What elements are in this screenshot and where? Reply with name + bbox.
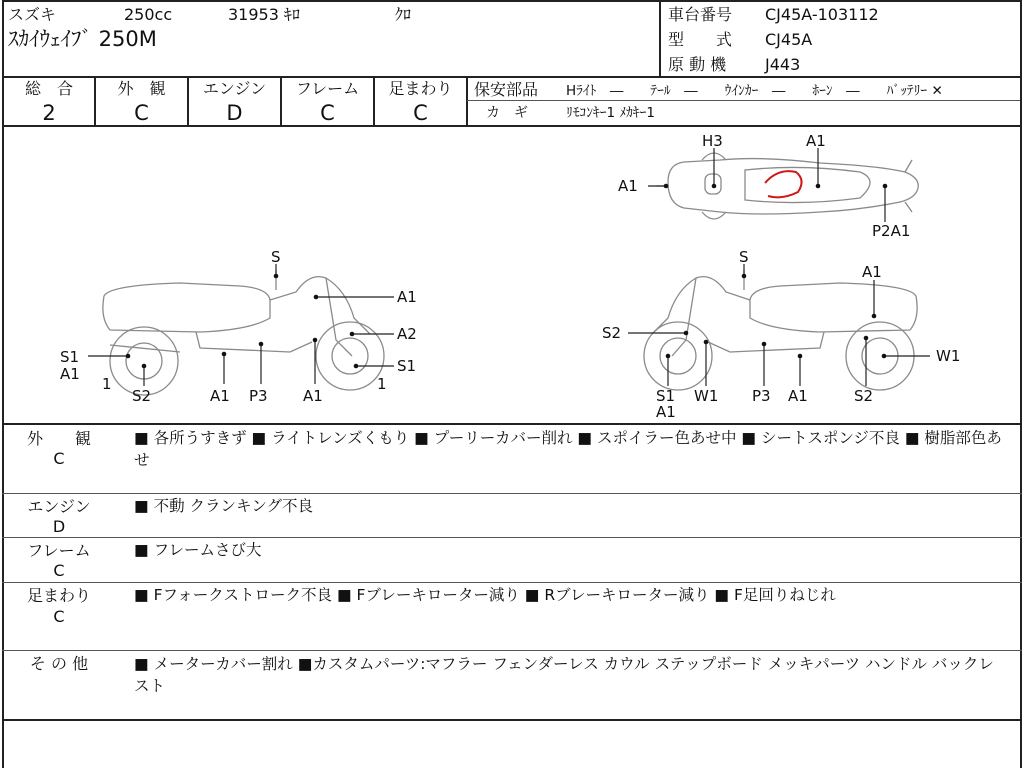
right-side-scooter <box>644 270 917 390</box>
type-label: 型 式 <box>668 30 733 49</box>
right-label-a1-floor: A1 <box>788 387 808 405</box>
remark-other-label: そ の 他 <box>29 654 89 673</box>
top-label-h3: A1 <box>806 132 826 150</box>
right-label-p3: P3 <box>752 387 771 405</box>
remark-divider-3 <box>2 582 1022 583</box>
remark-exterior-label: 外 観 <box>26 429 91 448</box>
top-label-a1-front: A1 <box>618 177 638 195</box>
remark-frame-text: ■ フレームさび大 <box>134 541 262 559</box>
left-label-a1-floor: A1 <box>210 387 230 405</box>
remark-divider-1 <box>2 493 1022 494</box>
divider-bottom <box>2 719 1022 721</box>
grade-divider-5 <box>466 76 468 126</box>
key-label: カ ギ <box>486 105 528 121</box>
right-label-w1-front: W1 <box>694 387 719 405</box>
safety-label: 保安部品 <box>474 80 539 99</box>
damage-diagram <box>0 127 1024 423</box>
grade-frame-label: フレーム <box>295 79 360 98</box>
engine-label: 原 動 機 <box>668 55 727 74</box>
left-label-a1-cowl: A1 <box>397 288 417 306</box>
right-label-a1-body: A1 <box>862 263 882 281</box>
left-label-1-front: 1 <box>377 375 387 393</box>
left-label-s-mirror: S <box>271 248 281 266</box>
remark-exterior-text: ■ 各所うすきず ■ ライトレンズくもり ■ プーリーカバー削れ ■ スポイラー色あせ中 ■ シートスポンジ不良 ■ 樹脂部色あせ <box>134 429 1002 469</box>
left-label-s1-rear: S1 <box>60 348 80 366</box>
left-label-1-rear: 1 <box>102 375 112 393</box>
engine-value: J443 <box>765 55 801 74</box>
right-label-w1-rear: W1 <box>936 347 961 365</box>
remark-divider-4 <box>2 650 1022 651</box>
mileage: 31953 ｷﾛ <box>228 5 300 24</box>
remark-other-text: ■ メーターカバー割れ ■カスタムパーツ:マフラー フェンダーレス カウル ステップボード メッキパーツ ハンドル バックレスト <box>134 655 994 695</box>
remark-divider-2 <box>2 537 1022 538</box>
displacement: 250cc <box>124 5 173 24</box>
right-label-s1-front: S1 <box>656 387 676 405</box>
right-label-s2-rear: S2 <box>854 387 874 405</box>
frame-top <box>2 0 1022 2</box>
divider-header <box>2 76 1022 78</box>
grade-engine-label: エンジン <box>202 79 267 98</box>
left-label-s2: S2 <box>132 387 152 405</box>
divider-diagram <box>2 423 1022 425</box>
left-label-a2: A2 <box>397 325 417 343</box>
remark-exterior-grade: C <box>53 449 65 468</box>
grade-exterior-label: 外 観 <box>117 79 166 98</box>
grade-frame-value: C <box>320 101 335 125</box>
remark-suspension-text: ■ Fフォークストローク不良 ■ Fブレーキローター減り ■ Rブレーキローター減り ■ F足回りねじれ <box>134 586 836 604</box>
make: スズキ <box>8 5 57 24</box>
diagram-leaders <box>88 148 930 386</box>
type-value: CJ45A <box>765 30 813 49</box>
remark-suspension-grade: C <box>53 607 65 626</box>
chassis-label: 車台番号 <box>668 5 733 24</box>
left-label-p3: P3 <box>249 387 268 405</box>
model-name: ｽｶｲｳｪｲﾌﾞ 250M <box>8 27 157 51</box>
remark-frame-label: フレーム <box>27 541 91 560</box>
chassis-value: CJ45A-103112 <box>765 5 879 24</box>
left-label-a1-front-cover: A1 <box>303 387 323 405</box>
color: ｸﾛ <box>395 5 412 24</box>
remark-engine-text: ■ 不動 クランキング不良 <box>134 497 314 515</box>
right-label-a1-front: A1 <box>656 403 676 421</box>
safety-divider <box>467 100 1020 101</box>
left-label-s1-front: S1 <box>397 357 417 375</box>
grade-exterior-value: C <box>134 101 149 125</box>
left-side-scooter <box>103 270 384 395</box>
right-label-s2-front: S2 <box>602 324 622 342</box>
divider-header-vertical <box>659 0 661 78</box>
grade-overall-label: 総 合 <box>24 79 73 98</box>
grade-overall-value: 2 <box>42 101 56 125</box>
remark-engine-grade: D <box>52 517 66 536</box>
remark-suspension-label: 足まわり <box>26 586 91 605</box>
right-label-s-mirror: S <box>739 248 749 266</box>
remark-frame-grade: C <box>53 561 65 580</box>
safety-items: Hﾗｲﾄ ― ﾃｰﾙ ― ｳｲﾝｶｰ ― ﾎｰﾝ ― ﾊﾞｯﾃﾘｰ ✕ <box>566 83 943 99</box>
top-label-a1-handle: H3 <box>702 132 723 150</box>
top-label-p2a1: P2A1 <box>872 222 911 240</box>
grade-engine-value: D <box>226 101 243 125</box>
key-value: ﾘﾓｺﾝｷｰ1 ﾒｶｷｰ1 <box>566 105 655 121</box>
grade-suspension-value: C <box>413 101 428 125</box>
top-view-scooter <box>656 153 918 219</box>
remark-engine-label: エンジン <box>27 497 91 516</box>
grade-suspension-label: 足まわり <box>388 79 453 98</box>
left-label-a1-rear: A1 <box>60 365 80 383</box>
